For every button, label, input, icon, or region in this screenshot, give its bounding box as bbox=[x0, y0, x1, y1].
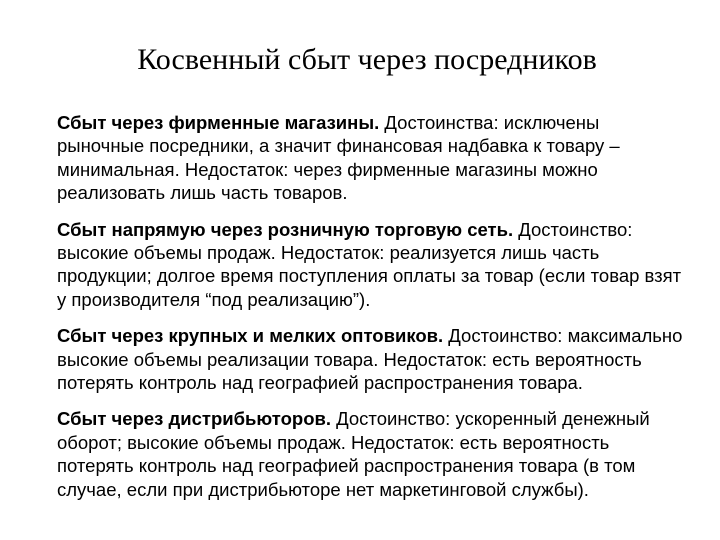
paragraph-lead: Сбыт через крупных и мелких оптовиков. bbox=[57, 325, 444, 347]
paragraph-text: Достоинство: высокие объемы продаж. Недостаток: реализуется лишь часть продукции; долгое время поступления оплаты за товар (если товар взят у производителя “под реализацию”). bbox=[57, 218, 682, 310]
paragraph-lead: Сбыт через фирменные магазины. bbox=[57, 112, 380, 133]
paragraph-lead: Сбыт напрямую через розничную торговую сеть. bbox=[57, 218, 514, 240]
paragraph-text: Достоинство: ускоренный денежный оборот; высокие объемы продаж. Недостаток: есть вероятность потерять контроль над географией распространения товара (в том случае, если при дистрибьюторе нет маркетинговой службы). bbox=[57, 408, 650, 500]
slide-body bbox=[57, 111, 689, 514]
paragraph-text: Достоинства: исключены рыночные посредники, а значит финансовая надбавка к товару – минимальная. Недостаток: через фирменные магазины можно реализовать лишь часть товаров. bbox=[57, 112, 620, 204]
paragraph-text: Достоинство: максимально высокие объемы реализации товара. Недостаток: есть вероятность потерять контроль над географией распространения товара. bbox=[57, 325, 683, 394]
slide-title: Косвенный сбыт через посредников bbox=[137, 43, 597, 76]
paragraph-distributors bbox=[57, 407, 689, 501]
paragraph-retail-network bbox=[57, 218, 689, 312]
paragraph-lead: Сбыт через дистрибьюторов. bbox=[57, 408, 332, 430]
paragraph-brand-stores bbox=[57, 111, 689, 205]
paragraph-wholesalers bbox=[57, 324, 689, 394]
